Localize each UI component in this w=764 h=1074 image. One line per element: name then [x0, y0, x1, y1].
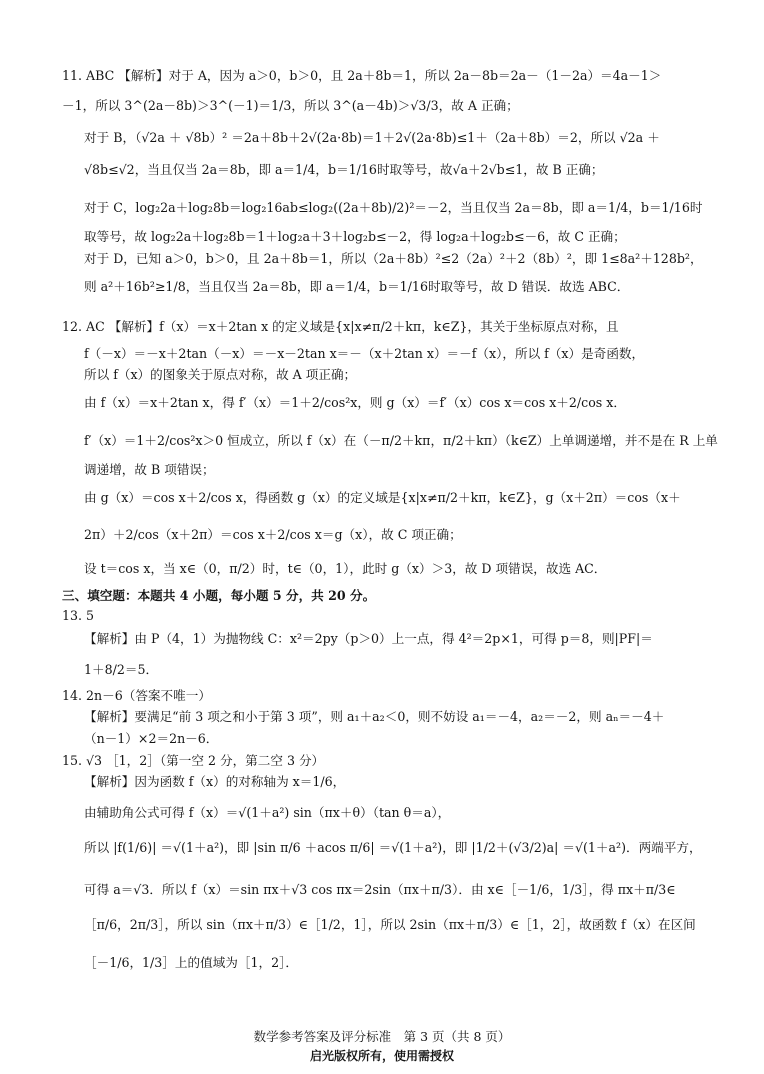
text-line-q12-2: f（－x）＝－x＋2tan（－x）＝－x－2tan x＝－（x＋2tan x）＝－f（x），所以 f（x）是奇函数， [84, 346, 645, 361]
text-line-q11-2: －1，所以 3^(2a－8b)＞3^(－1)＝1/3，所以 3^(a－4b)＞√3/3，故 A 正确； [62, 98, 519, 113]
page-footer: 数学参考答案及评分标准 第 3 页（共 8 页） [253, 1029, 511, 1044]
text-line-q15-7: ［－1/6，1/3］上的值域为［1，2］． [84, 955, 298, 970]
text-line-q14-1: 14. 2n－6（答案不唯一） [62, 688, 211, 703]
text-line-q14-3: （n－1）×2＝2n－6． [84, 731, 219, 746]
text-line-q15-4: 所以 |f(1/6)| ＝√(1＋a²)，即 |sin π/6 ＋acos π/6| ＝√(1＋a²)，即 |1/2＋(√3/2)a| ＝√(1＋a²)．两端平方， [84, 840, 702, 855]
text-line-q15-1: 15. √3 ［1，2］（第一空 2 分，第二空 3 分） [62, 753, 325, 768]
text-line-q12-1: 12. AC 【解析】f（x）＝x＋2tan x 的定义域是{x|x≠π/2＋kπ，k∈Z}，其关于坐标原点对称，且 [62, 319, 619, 334]
text-line-q11-4: √8b≤√2，当且仅当 2a＝8b，即 a＝1/4，b＝1/16时取等号，故√a＋2√b≤1，故 B 正确； [84, 162, 604, 177]
text-line-q12-8: 2π）＋2/cos（x＋2π）＝cos x＋2/cos x＝g（x），故 C 项正确； [84, 527, 462, 542]
text-line-q11-7: 对于 D，已知 a＞0，b＞0，且 2a＋8b＝1，所以（2a＋8b）²≤2（2a）²＋2（8b）²，即 1≤8a²＋128b²， [84, 251, 703, 266]
text-line-q13-3: 1＋8/2＝5． [84, 662, 159, 677]
text-line-q15-6: ［π/6，2π/3］，所以 sin（πx＋π/3）∈［1/2，1］，所以 2sin（πx＋π/3）∈［1，2］，故函数 f（x）在区间 [84, 917, 696, 932]
text-line-q15-5: 可得 a＝√3．所以 f（x）＝sin πx＋√3 cos πx＝2sin（πx＋π/3）．由 x∈［－1/6，1/3］，得 πx＋π/3∈ [84, 882, 676, 897]
text-line-q12-7: 由 g（x）＝cos x＋2/cos x，得函数 g（x）的定义域是{x|x≠π/2＋kπ，k∈Z}，g（x＋2π）＝cos（x＋ [84, 490, 681, 505]
text-line-q12-4: 由 f（x）＝x＋2tan x，得 f′（x）＝1＋2/cos²x，则 g（x）＝f′（x）cos x＝cos x＋2/cos x． [84, 395, 626, 410]
text-line-q14-2: 【解析】要满足“前 3 项之和小于第 3 项”，则 a₁＋a₂＜0，则不妨设 a₁＝－4，a₂＝－2，则 aₙ＝－4＋ [84, 709, 665, 724]
text-line-q12-9: 设 t＝cos x，当 x∈（0，π/2）时，t∈（0，1），此时 g（x）＞3，故 D 项错误，故选 AC． [84, 561, 607, 576]
text-line-q13-2: 【解析】由 P（4，1）为抛物线 C：x²＝2py（p＞0）上一点，得 4²＝2p×1，可得 p＝8，则|PF|＝ [84, 631, 653, 646]
text-line-q11-8: 则 a²＋16b²≥1/8，当且仅当 2a＝8b，即 a＝1/4，b＝1/16时取等号，故 D 错误．故选 ABC． [84, 279, 630, 294]
text-line-q12-6: 调递增，故 B 项错误； [84, 462, 215, 477]
text-line-q11-3: 对于 B，（√2a ＋ √8b）² ＝2a＋8b＋2√(2a·8b)＝1＋2√(2a·8b)≤1＋（2a＋8b）＝2，所以 √2a ＋ [84, 130, 660, 145]
text-line-q11-1: 11. ABC 【解析】对于 A，因为 a＞0，b＞0，且 2a＋8b＝1，所以 2a－8b＝2a－（1－2a）＝4a－1＞ [62, 68, 662, 83]
text-line-q11-6: 取等号，故 log₂2a＋log₂8b＝1＋log₂a＋3＋log₂b≤－2，得 log₂a＋log₂b≤－6，故 C 正确； [84, 229, 626, 244]
text-line-q15-2: 【解析】因为函数 f（x）的对称轴为 x＝1/6， [84, 774, 346, 789]
text-line-sec3: 三、填空题：本题共 4 小题，每小题 5 分，共 20 分。 [62, 588, 376, 603]
text-line-q15-3: 由辅助角公式可得 f（x）＝√(1＋a²) sin（πx＋θ）（tan θ＝a）， [84, 805, 451, 820]
copyright-notice: 启光版权所有，使用需授权 [309, 1049, 454, 1063]
text-line-q12-3: 所以 f（x）的图象关于原点对称，故 A 项正确； [84, 367, 357, 382]
text-line-q13-1: 13. 5 [62, 608, 95, 623]
text-line-q12-5: f′（x）＝1＋2/cos²x＞0 恒成立，所以 f（x）在（－π/2＋kπ，π/2＋kπ）（k∈Z）上单调递增，并不是在 R 上单 [84, 433, 718, 448]
text-line-q11-5: 对于 C，log₂2a＋log₂8b＝log₂16ab≤log₂((2a＋8b)/2)²＝－2，当且仅当 2a＝8b，即 a＝1/4，b＝1/16时 [84, 200, 703, 215]
